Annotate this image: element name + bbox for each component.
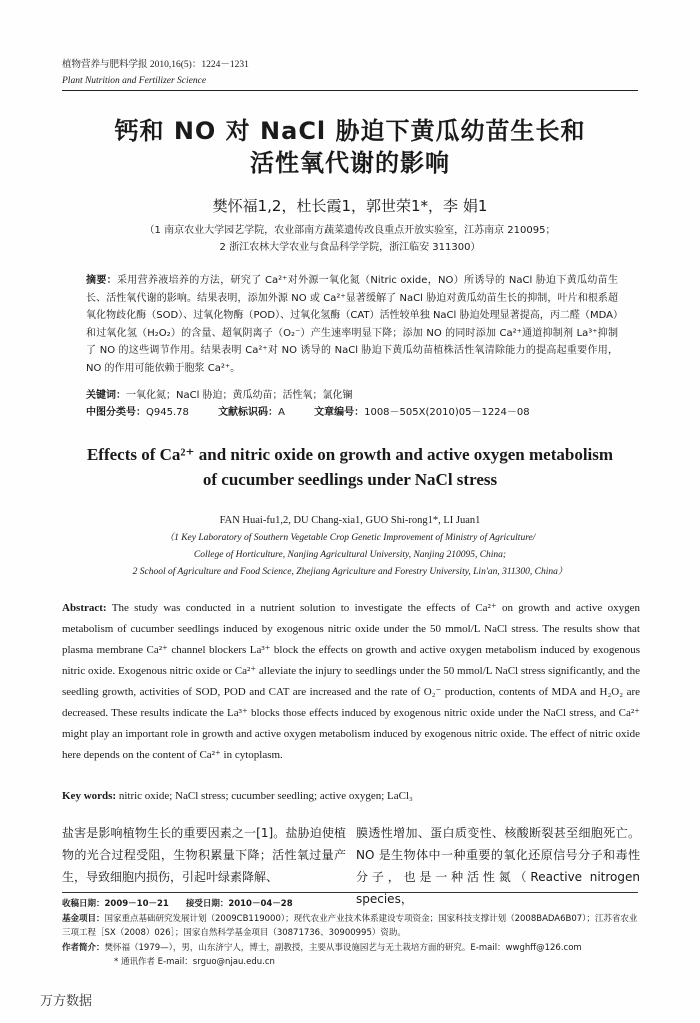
footnote-corresponding: * 通讯作者 E-mail：srguo@njau.edu.cn [114,957,275,967]
journal-header-en: Plant Nutrition and Fertilizer Science [62,76,207,86]
footnote-author-label: 作者简介： [62,942,105,953]
footnote-rule [62,892,638,893]
footnote-author-text: 樊怀福（1979—），男，山东济宁人，博士，副教授，主要从事设施园艺与无土栽培方面的研究。E-mail：wwghff@126.com [104,942,582,953]
classification-row [86,405,618,421]
article-no-label: 文章编号： [314,407,365,418]
authors-cn: 樊怀福1,2，杜长霞1，郭世荣1*，李 娟1 [212,197,488,215]
doc-code-label: 文献标识码： [218,407,279,418]
authors-en: FAN Huai-fu1,2, DU Chang-xia1, GUO Shi-rong1*, LI Juan1 [219,515,481,526]
journal-header-cn: 植物营养与肥料学报 2010,16(5)：1224－1231 [62,60,249,70]
header-rule [62,90,638,91]
article-no-value: 1008－505X(2010)05－1224－08 [364,407,530,418]
title-en-line1: Effects of Ca²⁺ and nitric oxide on growth and active oxygen metabolism [86,445,614,464]
title-en-line2: of cucumber seedlings under NaCl stress [202,470,498,489]
keywords-en-label: Key words: [62,790,117,802]
affiliation-en-1: （1 Key Laboratory of Southern Vegetable Crop Genetic Improvement of Ministry of Agriculture/ [164,533,536,543]
clc-label: 中图分类号： [86,407,146,418]
clc-value: Q945.78 [146,407,189,418]
footnotes [62,897,640,970]
keywords-cn-text: 一氧化氮；NaCl 胁迫；黄瓜幼苗；活性氧；氯化镧 [126,390,353,401]
body-column-right: 膜透性增加、蛋白质变性、核酸断裂甚至细胞死亡。NO 是生物体中一种重要的氧化还原信号分子和毒性分子，也是一种活性氮（Reactive nitrogen species， [356,826,640,906]
body-column-left: 盐害是影响植物生长的重要因素之一[1]。盐胁迫使植物的光合过程受阻，生物积累量下降；活性氧过量产生，导致细胞内损伤，引起叶绿素降解、 [62,826,346,884]
abstract-en [62,598,640,766]
affiliation-en-3: 2 School of Agriculture and Food Science, Zhejiang Agriculture and Forestry University, Lin'an, 311300, China） [132,567,568,577]
abstract-cn-label: 摘要： [86,275,117,286]
keywords-cn [86,388,618,404]
watermark-text: 万方数据 [40,994,93,1009]
affiliation-en-2: College of Horticulture, Nanjing Agricultural University, Nanjing 210095, China; [193,550,507,560]
footnote-received: 收稿日期：2009－10－21 接受日期：2010－04－28 [62,899,293,909]
abstract-cn [86,272,618,377]
footnote-author [62,941,640,956]
affiliation-cn-2: 2 浙江农林大学农业与食品科学学院，浙江临安 311300） [219,242,481,253]
title-cn-line2: 活性氧代谢的影响 [250,149,450,177]
footnote-fund [62,912,640,941]
footnote-fund-label: 基金项目： [62,913,105,924]
footnote-fund-text: 国家重点基础研究发展计划（2009CB119000）；现代农业产业技术体系建设专项资金；国家科技支撑计划（2008BADA6B07）；江苏省农业三项工程［SX（2008）026］；国家自然科学基金项目（30871736、30900995）资助。 [62,913,638,938]
affiliation-cn-1: （1 南京农业大学园艺学院，农业部南方蔬菜遗传改良重点开放实验室，江苏南京 210095； [144,225,556,236]
doc-code-value: A [278,407,285,418]
abstract-cn-text: 采用营养液培养的方法，研究了 Ca²⁺对外源一氧化氮（Nitric oxide，NO）所诱导的 NaCl 胁迫下黄瓜幼苗生长、活性氧代谢的影响。结果表明，添加外源 NO 或 Ca²⁺显著缓解了 NaCl 胁迫对黄瓜幼苗生长的抑制，叶片和根系超氧化物歧化酶（SOD）、过氧化物酶（POD）、过氧化氢酶（CAT）活性较单独 NaCl 胁迫处理显著提高，丙二醛（MDA）和过氧化氢（H₂O₂）的含量、超氧阴离子（O₂⁻）产生速率明显下降；添加 NO 的同时添加 Ca²⁺通道抑制剂 La³⁺抑制了 NO 的这些调节作用。结果表明 Ca²⁺对 NO 诱导的 NaCl 胁迫下黄瓜幼苗植株活性氧清除能力的提高起重要作用，NO 的作用可能依赖于胞浆 Ca²⁺。 [86,275,618,374]
keywords-en [62,786,640,807]
keywords-en-text: nitric oxide; NaCl stress; cucumber seedling; active oxygen; LaCl₃ [118,790,413,802]
abstract-en-label: Abstract: [62,602,107,614]
abstract-en-text: The study was conducted in a nutrient solution to investigate the effects of Ca²⁺ on growth and active oxygen metabolism of cucumber seedlings induced by exogenous nitric oxide under the 50 mmol/L NaCl stress. The results show that plasma membrane Ca²⁺ channel blockers La³⁺ block the effects on growth and active oxygen metabolism induced by exogenous nitric oxide. Exogenous nitric oxide or Ca²⁺ alleviate the injury to seedlings under the 50 mmol/L NaCl stress significantly, and the seedling growth, activities of SOD, POD and CAT are increased and the rate of O₂⁻ production, contents of MDA and H₂O₂ are decreased. These results indicate the La³⁺ blocks those effects induced by exogenous nitric oxide under the NaCl stress, and Ca²⁺ might play an important role in growth and active oxygen metabolism induced by exogenous nitric oxide. The effect of nitric oxide here depends on the content of Ca²⁺ in cytoplasm. [62,602,640,761]
title-cn-line1: 钙和 NO 对 NaCl 胁迫下黄瓜幼苗生长和 [114,117,586,145]
keywords-cn-label: 关键词： [86,390,126,401]
